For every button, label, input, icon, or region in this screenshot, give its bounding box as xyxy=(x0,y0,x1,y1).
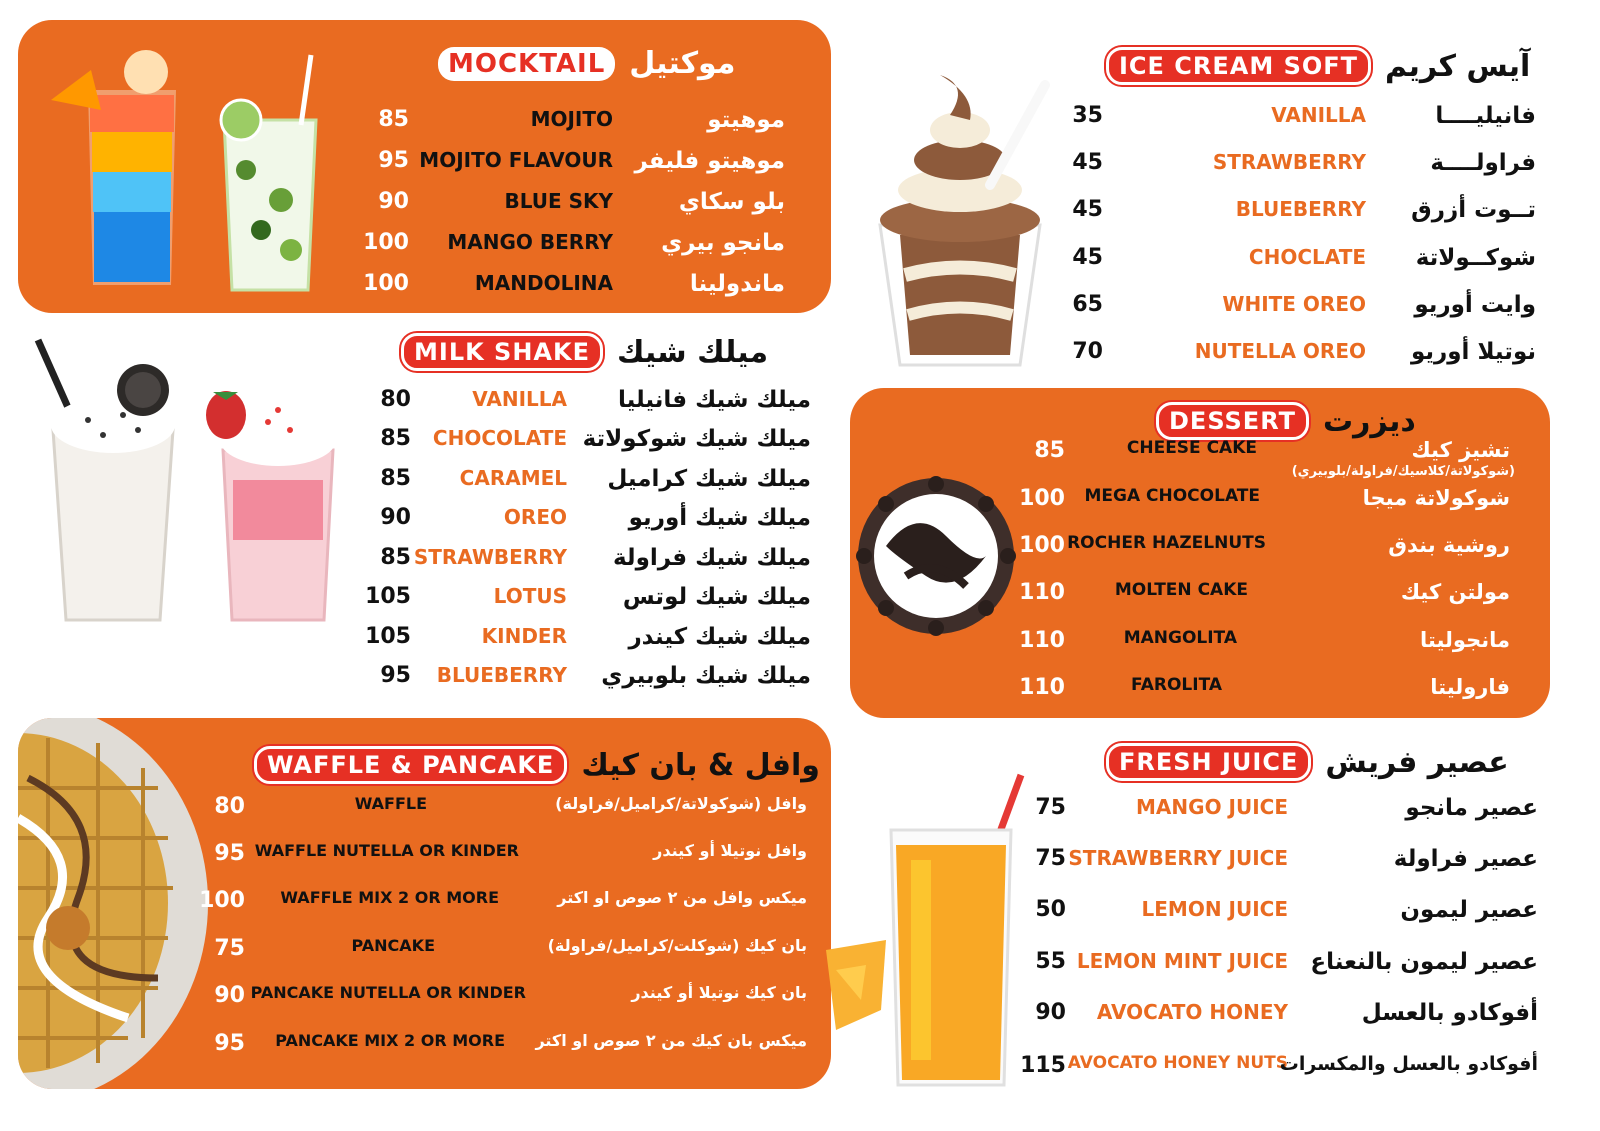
list-item xyxy=(18,545,831,575)
list-item xyxy=(18,189,831,219)
item-name-en: MANGO JUICE xyxy=(1136,795,1288,819)
item-name-en: PANCAKE xyxy=(351,936,435,955)
price: 75 xyxy=(1035,795,1066,820)
price: 45 xyxy=(1072,245,1103,270)
price: 105 xyxy=(365,584,411,609)
price: 100 xyxy=(199,888,245,913)
item-name-ar: نوتيلا أوريو xyxy=(1410,339,1536,365)
list-item xyxy=(18,505,831,535)
list-item xyxy=(850,533,1550,563)
item-name-ar: ميلك شيك أوريو xyxy=(628,505,811,531)
dessert-title-ar: ديزرت xyxy=(1322,403,1416,439)
item-name-en: AVOCATO HONEY NUTS xyxy=(1067,1053,1288,1073)
list-item xyxy=(850,486,1550,516)
list-item xyxy=(18,888,831,918)
item-name-ar: عصير مانجو xyxy=(1405,795,1538,821)
item-name-en: NUTELLA OREO xyxy=(1194,339,1366,363)
price: 95 xyxy=(380,663,411,688)
item-name-ar: مولتن كيك xyxy=(1400,580,1510,604)
price: 105 xyxy=(365,624,411,649)
item-name-ar: روشية بندق xyxy=(1388,533,1510,557)
list-item xyxy=(826,1053,1580,1083)
item-name-en: LEMON MINT JUICE xyxy=(1076,949,1288,973)
item-name-en: WHITE OREO xyxy=(1222,292,1366,316)
item-name-ar: تــوت أزرق xyxy=(1411,197,1536,223)
item-name-ar: وايت أوريو xyxy=(1414,292,1536,318)
item-name-ar: شوكــولاتة xyxy=(1415,245,1536,271)
list-item xyxy=(850,245,1580,275)
icecream-title-ar: آيس كريم xyxy=(1385,48,1531,84)
item-name-en: MANDOLINA xyxy=(474,271,613,295)
item-name-ar: بان كيك (شوكلت/كراميل/فراولة) xyxy=(547,936,807,955)
waffle-title xyxy=(254,746,820,784)
item-name-ar: أفوكادو بالعسل والمكسرات xyxy=(1279,1053,1538,1075)
list-item xyxy=(850,150,1580,180)
item-name-ar: ميكس بان كيك من ٢ صوص او اكتر xyxy=(535,1031,807,1050)
price: 95 xyxy=(378,148,409,173)
item-name-ar: عصير فراولة xyxy=(1393,846,1538,872)
item-name-en: LOTUS xyxy=(493,584,567,608)
item-name-en: CHEESE CAKE xyxy=(1126,438,1257,458)
item-name-ar: ميلك شيك كراميل xyxy=(607,466,811,492)
item-name-ar: بان كيك نوتيلا أو كيندر xyxy=(631,983,807,1002)
price: 100 xyxy=(363,230,409,255)
item-name-ar: ميلك شيك فراولة xyxy=(612,545,811,571)
item-name-ar: ميلك شيك كيندر xyxy=(628,624,811,650)
price: 95 xyxy=(214,1031,245,1056)
item-name-en: AVOCATO HONEY xyxy=(1096,1000,1288,1024)
milkshake-section xyxy=(18,325,831,705)
item-name-en: MANGO BERRY xyxy=(447,230,613,254)
list-item xyxy=(18,426,831,456)
item-name-en: PANCAKE NUTELLA OR KINDER xyxy=(250,983,526,1002)
item-name-ar: وافل (شوكولاتة/كراميل/فراولة) xyxy=(555,794,807,813)
list-item xyxy=(826,846,1580,876)
list-item xyxy=(18,387,831,417)
price: 110 xyxy=(1019,628,1065,653)
item-name-en: LEMON JUICE xyxy=(1141,897,1288,921)
list-item xyxy=(18,148,831,178)
list-item xyxy=(850,339,1580,369)
item-name-ar: عصير ليمون xyxy=(1400,897,1538,923)
list-item xyxy=(850,675,1550,705)
item-name-ar: ميلك شيك شوكولاتة xyxy=(582,426,811,452)
item-name-en: WAFFLE xyxy=(354,794,427,813)
item-name-en: FAROLITA xyxy=(1131,675,1222,695)
juice-title xyxy=(1106,743,1509,781)
price: 90 xyxy=(378,189,409,214)
price: 45 xyxy=(1072,197,1103,222)
price: 55 xyxy=(1035,949,1066,974)
item-name-ar: وافل نوتيلا أو كيندر xyxy=(653,841,807,860)
mocktail-panel xyxy=(18,20,831,313)
price: 110 xyxy=(1019,580,1065,605)
juice-title-en: FRESH JUICE xyxy=(1106,743,1311,781)
price: 80 xyxy=(214,794,245,819)
price: 85 xyxy=(378,107,409,132)
price: 75 xyxy=(214,936,245,961)
list-item xyxy=(18,271,831,301)
milkshake-title xyxy=(401,333,768,371)
price: 115 xyxy=(1020,1053,1066,1078)
item-name-ar: ماندولينا xyxy=(689,271,785,297)
item-name-en: STRAWBERRY xyxy=(413,545,567,569)
item-name-ar: فراولــــة xyxy=(1430,150,1536,176)
list-item xyxy=(18,794,831,824)
list-item xyxy=(850,580,1550,610)
dessert-title xyxy=(1156,402,1416,440)
list-item xyxy=(18,663,831,693)
price: 85 xyxy=(1034,438,1065,463)
price: 90 xyxy=(1035,1000,1066,1025)
list-item xyxy=(18,624,831,654)
cheesecake-flavours-note: (شوكولاتة/كلاسيك/فراولة/بلوبيري) xyxy=(1291,464,1515,479)
item-name-ar: مانجوليتا xyxy=(1420,628,1510,652)
juice-title-ar: عصير فريش xyxy=(1325,744,1509,780)
item-name-en: CHOCOLATE xyxy=(432,426,567,450)
mocktail-title-ar: موكتيل xyxy=(629,46,736,81)
price: 100 xyxy=(1019,533,1065,558)
dessert-panel xyxy=(850,388,1550,718)
list-item xyxy=(18,936,831,966)
price: 35 xyxy=(1072,103,1103,128)
item-name-en: VANILLA xyxy=(472,387,567,411)
item-name-en: MOJITO xyxy=(530,107,613,131)
list-item xyxy=(850,628,1550,658)
price: 90 xyxy=(380,505,411,530)
mocktail-title-en: MOCKTAIL xyxy=(438,47,615,81)
list-item xyxy=(18,841,831,871)
milkshake-title-ar: ميلك شيك xyxy=(617,334,769,370)
price: 95 xyxy=(214,841,245,866)
item-name-ar: شوكولاتة ميجا xyxy=(1362,486,1510,510)
price: 45 xyxy=(1072,150,1103,175)
item-name-en: BLUEBERRY xyxy=(436,663,567,687)
item-name-ar: موهيتو فليفر xyxy=(634,148,785,174)
price: 110 xyxy=(1019,675,1065,700)
item-name-ar: موهيتو xyxy=(707,107,785,133)
item-name-ar: ميكس وافل من ٢ صوص او اكتر xyxy=(557,888,807,907)
waffle-panel xyxy=(18,718,831,1089)
price: 50 xyxy=(1035,897,1066,922)
price: 100 xyxy=(1019,486,1065,511)
item-name-en: WAFFLE NUTELLA OR KINDER xyxy=(254,841,519,860)
price: 65 xyxy=(1072,292,1103,317)
item-name-en: CHOCLATE xyxy=(1248,245,1366,269)
item-name-en: ROCHER HAZELNUTS xyxy=(1067,533,1266,553)
item-name-ar: ميلك شيك فانيليا xyxy=(617,387,811,413)
item-name-en: BLUE SKY xyxy=(504,189,613,213)
item-name-en: STRAWBERRY JUICE xyxy=(1068,846,1288,870)
price: 85 xyxy=(380,426,411,451)
item-name-en: MANGOLITA xyxy=(1123,628,1237,648)
item-name-ar: ميلك شيك لوتس xyxy=(622,584,811,610)
item-name-en: MEGA CHOCOLATE xyxy=(1084,486,1260,506)
item-name-en: KINDER xyxy=(481,624,567,648)
item-name-en: WAFFLE MIX 2 OR MORE xyxy=(280,888,499,907)
list-item xyxy=(826,949,1580,979)
item-name-ar: تشيز كيك xyxy=(1411,438,1510,462)
item-name-ar: أفوكادو بالعسل xyxy=(1361,1000,1538,1026)
item-name-en: BLUEBERRY xyxy=(1235,197,1366,221)
item-name-ar: فانيليــــا xyxy=(1435,103,1536,129)
price: 85 xyxy=(380,545,411,570)
list-item xyxy=(18,584,831,614)
dessert-title-en: DESSERT xyxy=(1156,402,1309,440)
item-name-en: MOJITO FLAVOUR xyxy=(419,148,613,172)
item-name-en: STRAWBERRY xyxy=(1212,150,1366,174)
item-name-ar: مانجو بيري xyxy=(661,230,785,256)
price: 80 xyxy=(380,387,411,412)
price: 75 xyxy=(1035,846,1066,871)
list-item xyxy=(18,983,831,1013)
item-name-ar: عصير ليمون بالنعناع xyxy=(1310,949,1538,975)
item-name-en: CARAMEL xyxy=(459,466,567,490)
item-name-ar: بلو سكاي xyxy=(678,189,785,215)
list-item xyxy=(826,897,1580,927)
mocktail-title xyxy=(438,46,735,81)
item-name-en: PANCAKE MIX 2 OR MORE xyxy=(275,1031,505,1050)
item-name-en: VANILLA xyxy=(1271,103,1366,127)
list-item xyxy=(18,1031,831,1061)
list-item xyxy=(18,230,831,260)
price: 90 xyxy=(214,983,245,1008)
list-item xyxy=(18,107,831,137)
icecream-title-en: ICE CREAM SOFT xyxy=(1106,47,1371,85)
item-name-en: OREO xyxy=(503,505,567,529)
price: 100 xyxy=(363,271,409,296)
list-item xyxy=(850,292,1580,322)
waffle-title-ar: وافل & بان كيك xyxy=(581,747,820,783)
waffle-title-en: WAFFLE & PANCAKE xyxy=(254,746,567,784)
juice-section xyxy=(826,735,1580,1115)
milkshake-title-en: MILK SHAKE xyxy=(401,333,603,371)
list-item xyxy=(826,795,1580,825)
price: 70 xyxy=(1072,339,1103,364)
price: 85 xyxy=(380,466,411,491)
item-name-en: MOLTEN CAKE xyxy=(1114,580,1248,600)
icecream-title xyxy=(1106,47,1530,85)
list-item xyxy=(850,197,1580,227)
list-item xyxy=(18,466,831,496)
list-item xyxy=(826,1000,1580,1030)
item-name-ar: فاروليتا xyxy=(1430,675,1510,699)
list-item xyxy=(850,103,1580,133)
item-name-ar: ميلك شيك بلوبيري xyxy=(601,663,811,689)
icecream-section xyxy=(850,20,1580,380)
